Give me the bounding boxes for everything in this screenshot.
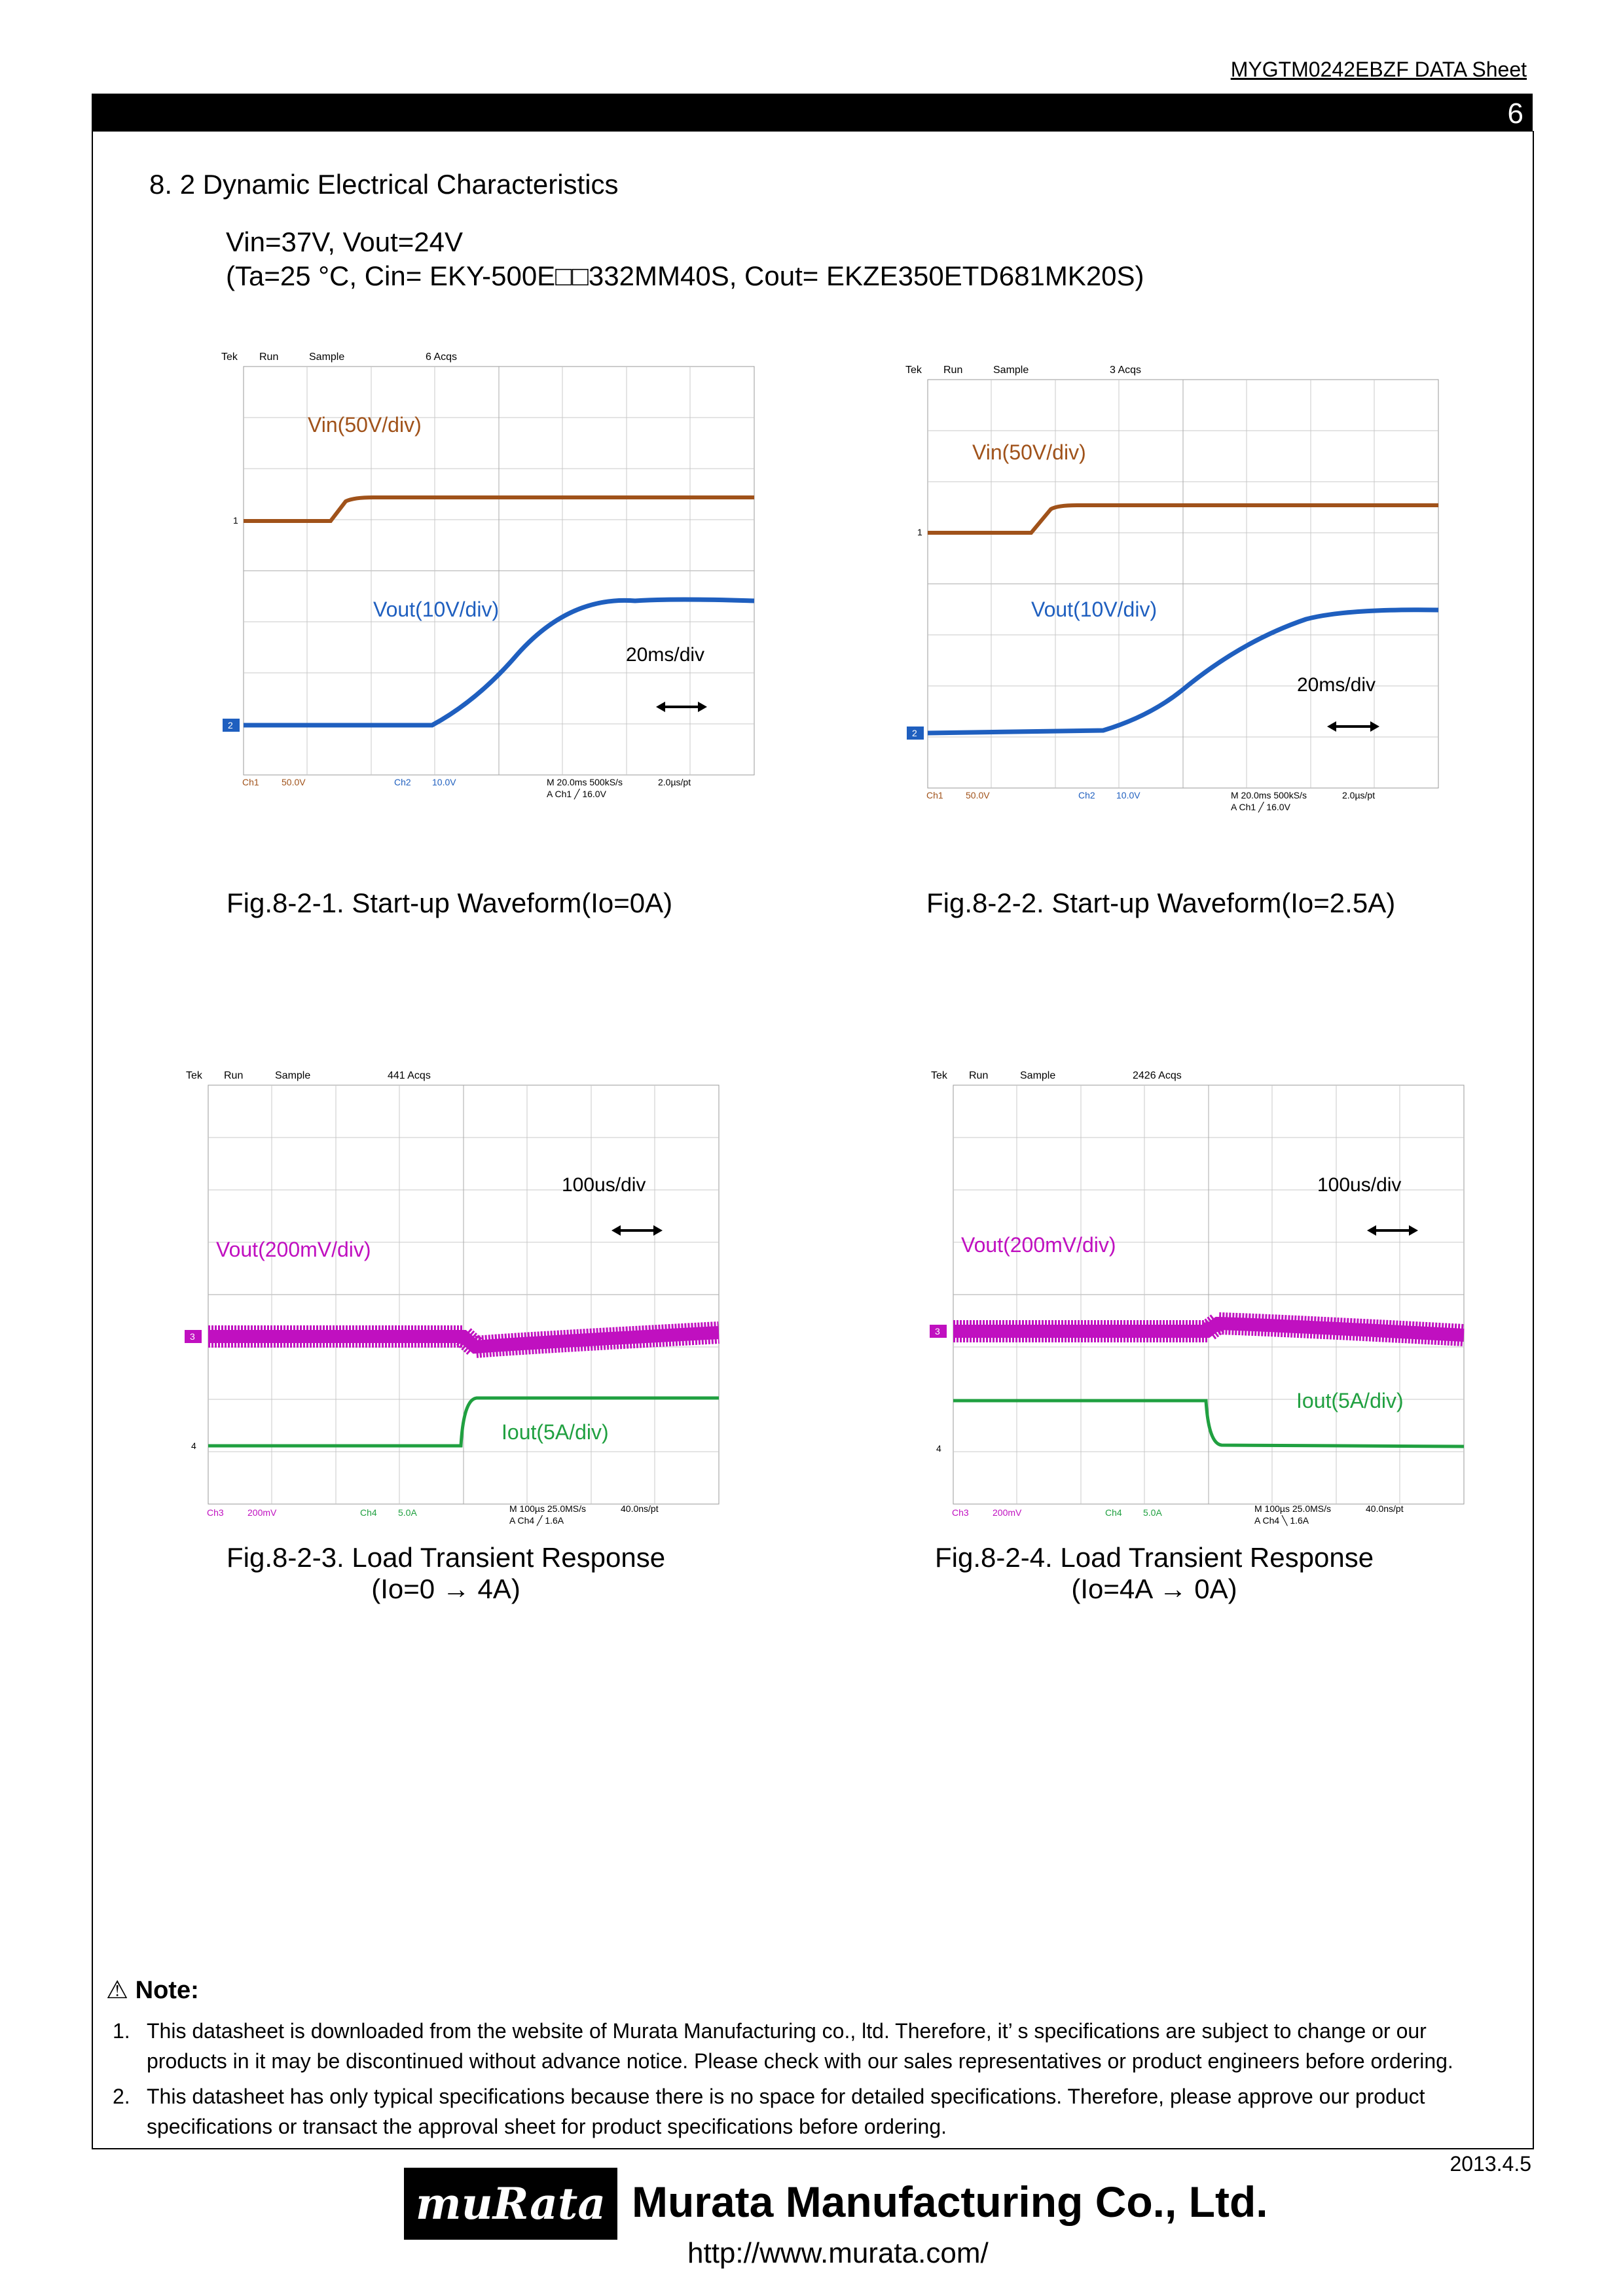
scope-acqs: 441 Acqs: [388, 1070, 431, 1081]
scope-acqs: 3 Acqs: [1110, 365, 1142, 376]
warning-icon: ⚠: [106, 1977, 129, 2004]
note-text: This datasheet has only typical specifications because there is no space for detailed specifications. Therefore, please approve our product specifications or transact the approval sheet for product specifications before ordering.: [147, 2085, 1425, 2138]
logo-text: muRata: [415, 2178, 606, 2229]
test-conditions-line1: Vin=37V, Vout=24V: [226, 226, 464, 257]
ch4-label: Ch4: [1105, 1507, 1122, 1518]
note-heading: [106, 1975, 199, 2005]
vout-trace-core: [953, 1323, 1464, 1335]
ch4-scale: 5.0A: [1143, 1507, 1162, 1518]
scope-tek: Tek: [931, 1070, 947, 1081]
figure-caption-1: Fig.8-2-1. Start-up Waveform(Io=0A): [227, 888, 673, 918]
scope-load-transient-0-4: [182, 1066, 732, 1537]
label-vin: Vin(50V/div): [308, 413, 422, 437]
ch3-marker: 3: [935, 1326, 940, 1336]
note-number: 2.: [113, 2085, 130, 2108]
scope-grid: [953, 1085, 1464, 1504]
scope-tek: Tek: [186, 1070, 202, 1081]
trigger-readout: A Ch4 ╱ 1.6A: [509, 1515, 564, 1526]
ch3-scale: 200mV: [247, 1507, 277, 1518]
scope-tek: Tek: [221, 351, 238, 363]
ch2-label: Ch2: [1078, 790, 1095, 800]
scope-run: Run: [969, 1070, 989, 1081]
scope-sample: Sample: [993, 365, 1029, 376]
label-iout: Iout(5A/div): [1296, 1389, 1404, 1412]
scope-grid: [208, 1085, 719, 1504]
sample-rate: 40.0ns/pt: [621, 1503, 659, 1514]
ch1-scale: 50.0V: [966, 790, 990, 800]
scope-tek: Tek: [905, 365, 922, 376]
ch2-scale: 10.0V: [1116, 790, 1140, 800]
figure-caption-3: [227, 1542, 665, 1605]
ch4-scale: 5.0A: [398, 1507, 417, 1518]
ch1-marker: 1: [917, 527, 922, 537]
label-iout: Iout(5A/div): [501, 1420, 609, 1444]
scope-run: Run: [259, 351, 279, 363]
document-id: MYGTM0242EBZF DATA Sheet: [1230, 58, 1527, 81]
double-arrow-icon: [611, 1225, 663, 1236]
label-vout: Vout(200mV/div): [216, 1238, 371, 1261]
ch1-scale: 50.0V: [282, 777, 306, 787]
figure-caption-3-line2: (Io=0 → 4A): [371, 1573, 520, 1604]
test-conditions-line2: (Ta=25 °C, Cin= EKY-500E□□332MM40S, Cout= EKZE350ETD681MK20S): [226, 260, 1144, 291]
label-vout: Vout(10V/div): [373, 598, 500, 621]
figure-caption-4-line1: Fig.8-2-4. Load Transient Response: [935, 1542, 1374, 1573]
scope-sample: Sample: [309, 351, 345, 363]
note-text: This datasheet is downloaded from the website of Murata Manufacturing co., ltd. Therefore, it’ s specifications are subject to change or our products in it may be discontinued without advance notice. Please check with our sales representatives or product engineers before ordering.: [147, 2019, 1453, 2073]
section-title: 8. 2 Dynamic Electrical Characteristics: [149, 169, 619, 200]
double-arrow-icon: [1367, 1225, 1418, 1236]
ch4-marker: 4: [936, 1443, 941, 1454]
murata-logo: [404, 2168, 617, 2240]
label-vout: Vout(10V/div): [1031, 598, 1158, 621]
timebase-readout: M 100µs 25.0MS/s: [1254, 1503, 1332, 1514]
ch1-label: Ch1: [926, 790, 943, 800]
ch2-marker: 2: [912, 728, 917, 738]
scope-run: Run: [943, 365, 963, 376]
sample-rate: 2.0µs/pt: [658, 777, 691, 787]
figure-caption-4-line2: (Io=4A → 0A): [1071, 1573, 1237, 1604]
page-number: 6: [1507, 98, 1523, 130]
ch1-label: Ch1: [242, 777, 259, 787]
figure-caption-4: [935, 1542, 1374, 1605]
ch3-label: Ch3: [952, 1507, 969, 1518]
scope-load-transient-4-0: [927, 1066, 1477, 1537]
ch3-scale: 200mV: [993, 1507, 1022, 1518]
scope-startup-io0: [216, 347, 766, 805]
scope-sample: Sample: [1020, 1070, 1056, 1081]
label-timebase: 20ms/div: [626, 644, 705, 666]
label-vout: Vout(200mV/div): [961, 1233, 1116, 1257]
trigger-readout: A Ch4 ╲ 1.6A: [1254, 1515, 1309, 1526]
ch4-marker: 4: [191, 1441, 196, 1451]
note-item: [113, 2016, 1507, 2076]
scope-startup-io2p5: [900, 360, 1450, 818]
timebase-readout: M 100µs 25.0MS/s: [509, 1503, 587, 1514]
ch4-label: Ch4: [360, 1507, 377, 1518]
scope-sample: Sample: [275, 1070, 311, 1081]
label-vin: Vin(50V/div): [972, 440, 1086, 464]
page-header-bar: [92, 94, 1533, 132]
document-date: 2013.4.5: [1450, 2152, 1531, 2176]
ch3-label: Ch3: [207, 1507, 224, 1518]
company-name: Murata Manufacturing Co., Ltd.: [632, 2178, 1268, 2226]
trigger-readout: A Ch1 ╱ 16.0V: [547, 789, 606, 799]
scope-acqs: 6 Acqs: [426, 351, 458, 363]
note-title: Note:: [135, 1977, 199, 2004]
note-number: 1.: [113, 2019, 130, 2043]
ch2-scale: 10.0V: [432, 777, 456, 787]
timebase-readout: M 20.0ms 500kS/s: [1231, 790, 1307, 800]
label-timebase: 20ms/div: [1297, 674, 1376, 696]
label-timebase: 100us/div: [1317, 1174, 1402, 1196]
label-timebase: 100us/div: [562, 1174, 646, 1196]
figure-caption-2: Fig.8-2-2. Start-up Waveform(Io=2.5A): [926, 888, 1396, 918]
ch1-marker: 1: [233, 515, 238, 526]
ch2-label: Ch2: [394, 777, 411, 787]
ch2-marker: 2: [228, 720, 233, 730]
company-url[interactable]: http://www.murata.com/: [687, 2237, 989, 2269]
sample-rate: 2.0µs/pt: [1342, 790, 1376, 800]
note-item: [113, 2081, 1507, 2142]
scope-run: Run: [224, 1070, 244, 1081]
double-arrow-icon: [1327, 721, 1379, 732]
double-arrow-icon: [656, 702, 707, 712]
trigger-readout: A Ch1 ╱ 16.0V: [1231, 802, 1290, 812]
figure-caption-3-line1: Fig.8-2-3. Load Transient Response: [227, 1542, 666, 1573]
ch3-marker: 3: [190, 1331, 195, 1342]
scope-acqs: 2426 Acqs: [1133, 1070, 1182, 1081]
timebase-readout: M 20.0ms 500kS/s: [547, 777, 623, 787]
sample-rate: 40.0ns/pt: [1366, 1503, 1404, 1514]
